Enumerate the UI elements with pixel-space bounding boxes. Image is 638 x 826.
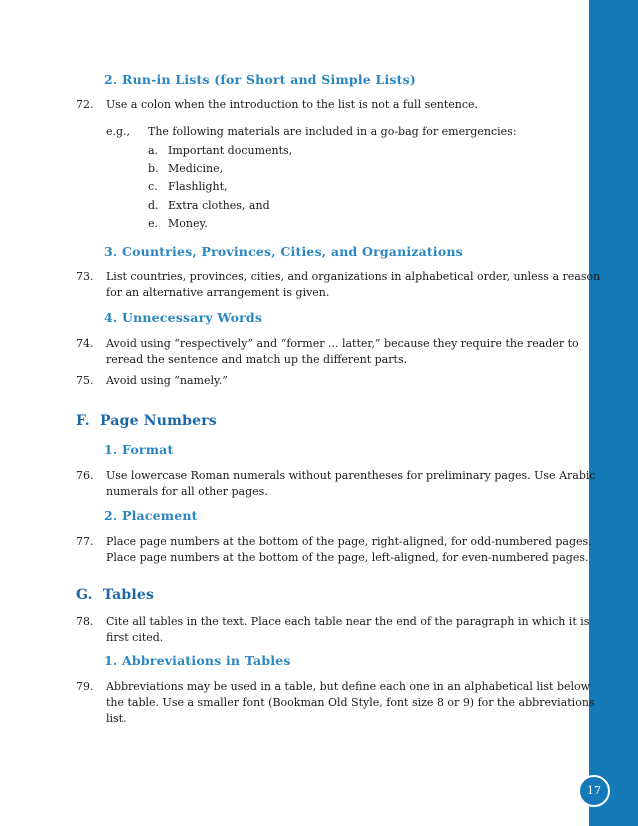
list-marker-e: e. bbox=[148, 217, 159, 230]
item-number-77: 77. bbox=[76, 535, 94, 548]
item-number-74: 74. bbox=[76, 337, 94, 350]
item-text-74-line2: reread the sentence and match up the different parts. bbox=[106, 353, 408, 366]
item-text-73-line1: List countries, provinces, cities, and organizations in alphabetical order, unless a reason bbox=[106, 270, 601, 283]
heading-format: 1. Format bbox=[104, 442, 174, 457]
heading-countries: 3. Countries, Provinces, Cities, and Organizations bbox=[104, 244, 463, 259]
list-item-d: Extra clothes, and bbox=[168, 199, 270, 212]
item-text-77-line1: Place page numbers at the bottom of the page, right-aligned, for odd-numbered pages. bbox=[106, 535, 592, 548]
heading-page-numbers: F. Page Numbers bbox=[76, 413, 217, 429]
item-text-79-line1: Abbreviations may be used in a table, but define each one in an alphabetical list below bbox=[106, 680, 591, 693]
list-marker-c: c. bbox=[148, 180, 158, 193]
example-label: e.g., bbox=[106, 125, 131, 138]
list-marker-d: d. bbox=[148, 199, 159, 212]
item-number-76: 76. bbox=[76, 469, 94, 482]
item-text-75: Avoid using “namely.” bbox=[106, 374, 228, 387]
page-number-badge: 17 bbox=[578, 775, 610, 807]
item-text-77-line2: Place page numbers at the bottom of the page, left-aligned, for even-numbered pages. bbox=[106, 551, 589, 564]
side-accent-bar bbox=[589, 0, 638, 826]
heading-run-in-lists: 2. Run-in Lists (for Short and Simple Lists) bbox=[104, 72, 416, 87]
heading-placement: 2. Placement bbox=[104, 508, 198, 523]
item-text-73-line2: for an alternative arrangement is given. bbox=[106, 286, 330, 299]
list-item-c: Flashlight, bbox=[168, 180, 228, 193]
item-text-78-line1: Cite all tables in the text. Place each table near the end of the paragraph in which it is bbox=[106, 615, 590, 628]
item-number-73: 73. bbox=[76, 270, 94, 283]
heading-abbreviations-in-tables: 1. Abbreviations in Tables bbox=[104, 653, 291, 668]
item-text-76-line2: numerals for all other pages. bbox=[106, 485, 268, 498]
item-text-79-line3: list. bbox=[106, 712, 127, 725]
item-number-72: 72. bbox=[76, 98, 94, 111]
heading-tables: G. Tables bbox=[76, 587, 155, 603]
item-text-78-line2: first cited. bbox=[106, 631, 164, 644]
item-number-78: 78. bbox=[76, 615, 94, 628]
item-number-75: 75. bbox=[76, 374, 94, 387]
list-marker-a: a. bbox=[148, 144, 159, 157]
example-intro: The following materials are included in a go-bag for emergencies: bbox=[148, 125, 517, 138]
item-text-79-line2: the table. Use a smaller font (Bookman Old Style, font size 8 or 9) for the abbreviations bbox=[106, 696, 595, 709]
item-text-74-line1: Avoid using “respectively” and “former ... latter,” because they require the reader to bbox=[106, 337, 579, 350]
list-item-a: Important documents, bbox=[168, 144, 293, 157]
list-marker-b: b. bbox=[148, 162, 159, 175]
item-text-72: Use a colon when the introduction to the list is not a full sentence. bbox=[106, 98, 479, 111]
item-text-76-line1: Use lowercase Roman numerals without parentheses for preliminary pages. Use Arabic bbox=[106, 469, 596, 482]
list-item-e: Money. bbox=[168, 217, 208, 230]
heading-unnecessary-words: 4. Unnecessary Words bbox=[104, 310, 263, 325]
item-number-79: 79. bbox=[76, 680, 94, 693]
list-item-b: Medicine, bbox=[168, 162, 224, 175]
